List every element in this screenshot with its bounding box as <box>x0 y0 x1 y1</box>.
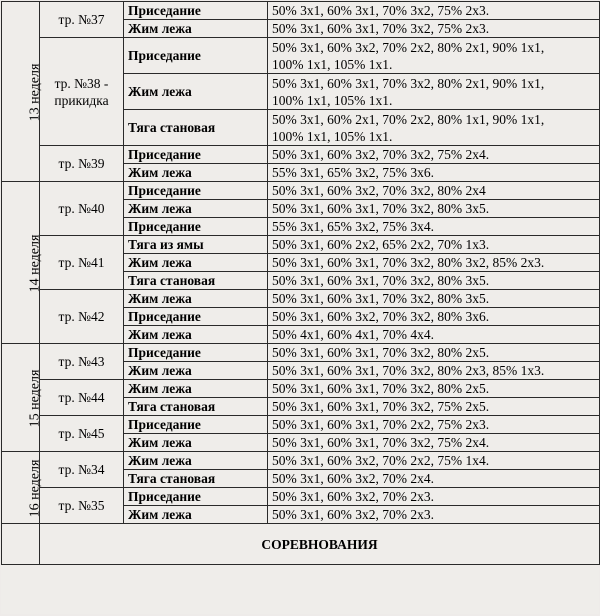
exercise-name: Приседание <box>124 308 268 326</box>
week-label: 15 неделя <box>27 369 43 427</box>
load-scheme <box>268 290 600 308</box>
exercise-name: Приседание <box>124 2 268 20</box>
plan-row <box>2 488 600 506</box>
load-scheme-line: 50% 3х1, 60% 2х2, 65% 2х2, 70% 1х3. <box>272 237 490 252</box>
session-name: тр. №37 <box>40 2 124 38</box>
exercise-name: Жим лежа <box>124 326 268 344</box>
load-scheme-line: 50% 3х1, 60% 3х2, 70% 2х2, 75% 1х4. <box>272 453 490 468</box>
footer-blank-cell <box>2 524 40 565</box>
load-scheme <box>268 182 600 200</box>
exercise-name: Приседание <box>124 38 268 74</box>
load-scheme-line: 50% 3х1, 60% 3х1, 70% 2х2, 75% 2х3. <box>272 417 490 432</box>
load-scheme-line: 50% 3х1, 60% 3х2, 70% 2х2, 80% 2х1, 90% 1х1, <box>272 39 545 55</box>
plan-row <box>2 290 600 308</box>
load-scheme-line: 50% 3х1, 60% 3х1, 70% 3х2, 80% 3х5. <box>272 201 490 216</box>
load-scheme <box>268 20 600 38</box>
exercise-name: Приседание <box>124 146 268 164</box>
load-scheme <box>268 452 600 470</box>
exercise-name: Приседание <box>124 344 268 362</box>
load-scheme <box>268 506 600 524</box>
load-scheme <box>268 344 600 362</box>
exercise-name: Тяга становая <box>124 110 268 146</box>
load-scheme-line: 50% 3х1, 60% 3х1, 70% 3х2, 75% 2х3. <box>272 3 490 18</box>
training-plan-sheet <box>1 1 599 614</box>
training-plan-table <box>1 1 600 565</box>
plan-row <box>2 146 600 164</box>
session-name: тр. №34 <box>40 452 124 488</box>
competition-title: СОРЕВНОВАНИЯ <box>40 524 600 565</box>
session-name: тр. №43 <box>40 344 124 380</box>
session-name: тр. №40 <box>40 182 124 236</box>
load-scheme <box>268 110 600 146</box>
week-label: 14 неделя <box>27 234 43 292</box>
exercise-name: Жим лежа <box>124 200 268 218</box>
exercise-name: Приседание <box>124 488 268 506</box>
load-scheme <box>268 488 600 506</box>
footer-row <box>2 524 600 565</box>
load-scheme <box>268 470 600 488</box>
load-scheme <box>268 236 600 254</box>
load-scheme <box>268 416 600 434</box>
load-scheme <box>268 362 600 380</box>
load-scheme-line: 50% 3х1, 60% 3х2, 70% 3х2, 75% 2х4. <box>272 147 490 162</box>
load-scheme-line: 50% 3х1, 60% 3х2, 70% 2х4. <box>272 471 434 486</box>
exercise-name: Тяга из ямы <box>124 236 268 254</box>
load-scheme-line: 100% 1х1, 105% 1х1. <box>272 56 393 72</box>
week-label: 13 неделя <box>27 63 43 121</box>
load-scheme <box>268 164 600 182</box>
load-scheme-line: 100% 1х1, 105% 1х1. <box>272 128 393 144</box>
exercise-name: Тяга становая <box>124 470 268 488</box>
load-scheme <box>268 218 600 236</box>
exercise-name: Тяга становая <box>124 398 268 416</box>
load-scheme-line: 50% 3х1, 60% 3х1, 70% 3х2, 75% 2х5. <box>272 399 490 414</box>
load-scheme <box>268 38 600 74</box>
week-label-cell <box>2 344 43 452</box>
load-scheme-line: 50% 3х1, 60% 3х1, 70% 3х2, 80% 3х5. <box>272 291 490 306</box>
load-scheme <box>268 74 600 110</box>
exercise-name: Жим лежа <box>124 164 268 182</box>
load-scheme-line: 50% 3х1, 60% 3х1, 70% 3х2, 80% 2х3, 85% 1х3. <box>272 363 545 378</box>
session-name: тр. №38 - прикидка <box>40 38 124 146</box>
load-scheme-line: 50% 4х1, 60% 4х1, 70% 4х4. <box>272 327 434 342</box>
load-scheme-line: 50% 3х1, 60% 3х1, 70% 3х2, 80% 2х1, 90% 1х1, <box>272 75 545 91</box>
week-label-cell <box>2 452 43 524</box>
plan-row <box>2 38 600 74</box>
exercise-name: Жим лежа <box>124 20 268 38</box>
plan-row <box>2 2 600 20</box>
session-name: тр. №42 <box>40 290 124 344</box>
plan-row <box>2 236 600 254</box>
load-scheme <box>268 326 600 344</box>
load-scheme-line: 50% 3х1, 60% 2х1, 70% 2х2, 80% 1х1, 90% 1х1, <box>272 111 545 127</box>
exercise-name: Жим лежа <box>124 254 268 272</box>
exercise-name: Тяга становая <box>124 272 268 290</box>
exercise-name: Жим лежа <box>124 380 268 398</box>
load-scheme-line: 55% 3х1, 65% 3х2, 75% 3х4. <box>272 219 434 234</box>
load-scheme-line: 50% 3х1, 60% 3х1, 70% 3х2, 80% 2х5. <box>272 345 490 360</box>
exercise-name: Приседание <box>124 416 268 434</box>
load-scheme-line: 50% 3х1, 60% 3х1, 70% 3х2, 80% 3х2, 85% 2х3. <box>272 255 545 270</box>
load-scheme-line: 50% 3х1, 60% 3х2, 70% 2х3. <box>272 507 434 522</box>
load-scheme-line: 50% 3х1, 60% 3х1, 70% 3х2, 75% 2х4. <box>272 435 490 450</box>
exercise-name: Приседание <box>124 182 268 200</box>
load-scheme-line: 50% 3х1, 60% 3х2, 70% 3х2, 80% 3х6. <box>272 309 490 324</box>
session-name: тр. №35 <box>40 488 124 524</box>
load-scheme <box>268 146 600 164</box>
session-name: тр. №39 <box>40 146 124 182</box>
plan-row <box>2 182 600 200</box>
load-scheme-line: 50% 3х1, 60% 3х1, 70% 3х2, 80% 3х5. <box>272 273 490 288</box>
exercise-name: Жим лежа <box>124 290 268 308</box>
week-label-cell <box>2 182 43 344</box>
session-name: тр. №45 <box>40 416 124 452</box>
week-label-cell <box>2 2 43 182</box>
load-scheme <box>268 434 600 452</box>
session-name: тр. №41 <box>40 236 124 290</box>
load-scheme <box>268 398 600 416</box>
exercise-name: Жим лежа <box>124 452 268 470</box>
load-scheme <box>268 272 600 290</box>
load-scheme-line: 55% 3х1, 65% 3х2, 75% 3х6. <box>272 165 434 180</box>
load-scheme <box>268 308 600 326</box>
session-name: тр. №44 <box>40 380 124 416</box>
exercise-name: Жим лежа <box>124 506 268 524</box>
week-label: 16 неделя <box>27 459 43 517</box>
load-scheme <box>268 254 600 272</box>
exercise-name: Жим лежа <box>124 434 268 452</box>
exercise-name: Жим лежа <box>124 362 268 380</box>
plan-row <box>2 344 600 362</box>
load-scheme-line: 50% 3х1, 60% 3х2, 70% 2х3. <box>272 489 434 504</box>
exercise-name: Жим лежа <box>124 74 268 110</box>
load-scheme-line: 50% 3х1, 60% 3х1, 70% 3х2, 80% 2х5. <box>272 381 490 396</box>
load-scheme-line: 50% 3х1, 60% 3х1, 70% 3х2, 75% 2х3. <box>272 21 490 36</box>
plan-row <box>2 452 600 470</box>
load-scheme <box>268 2 600 20</box>
plan-row <box>2 416 600 434</box>
load-scheme <box>268 200 600 218</box>
plan-row <box>2 380 600 398</box>
load-scheme <box>268 380 600 398</box>
exercise-name: Приседание <box>124 218 268 236</box>
load-scheme-line: 50% 3х1, 60% 3х2, 70% 3х2, 80% 2х4 <box>272 183 486 198</box>
load-scheme-line: 100% 1х1, 105% 1х1. <box>272 92 393 108</box>
